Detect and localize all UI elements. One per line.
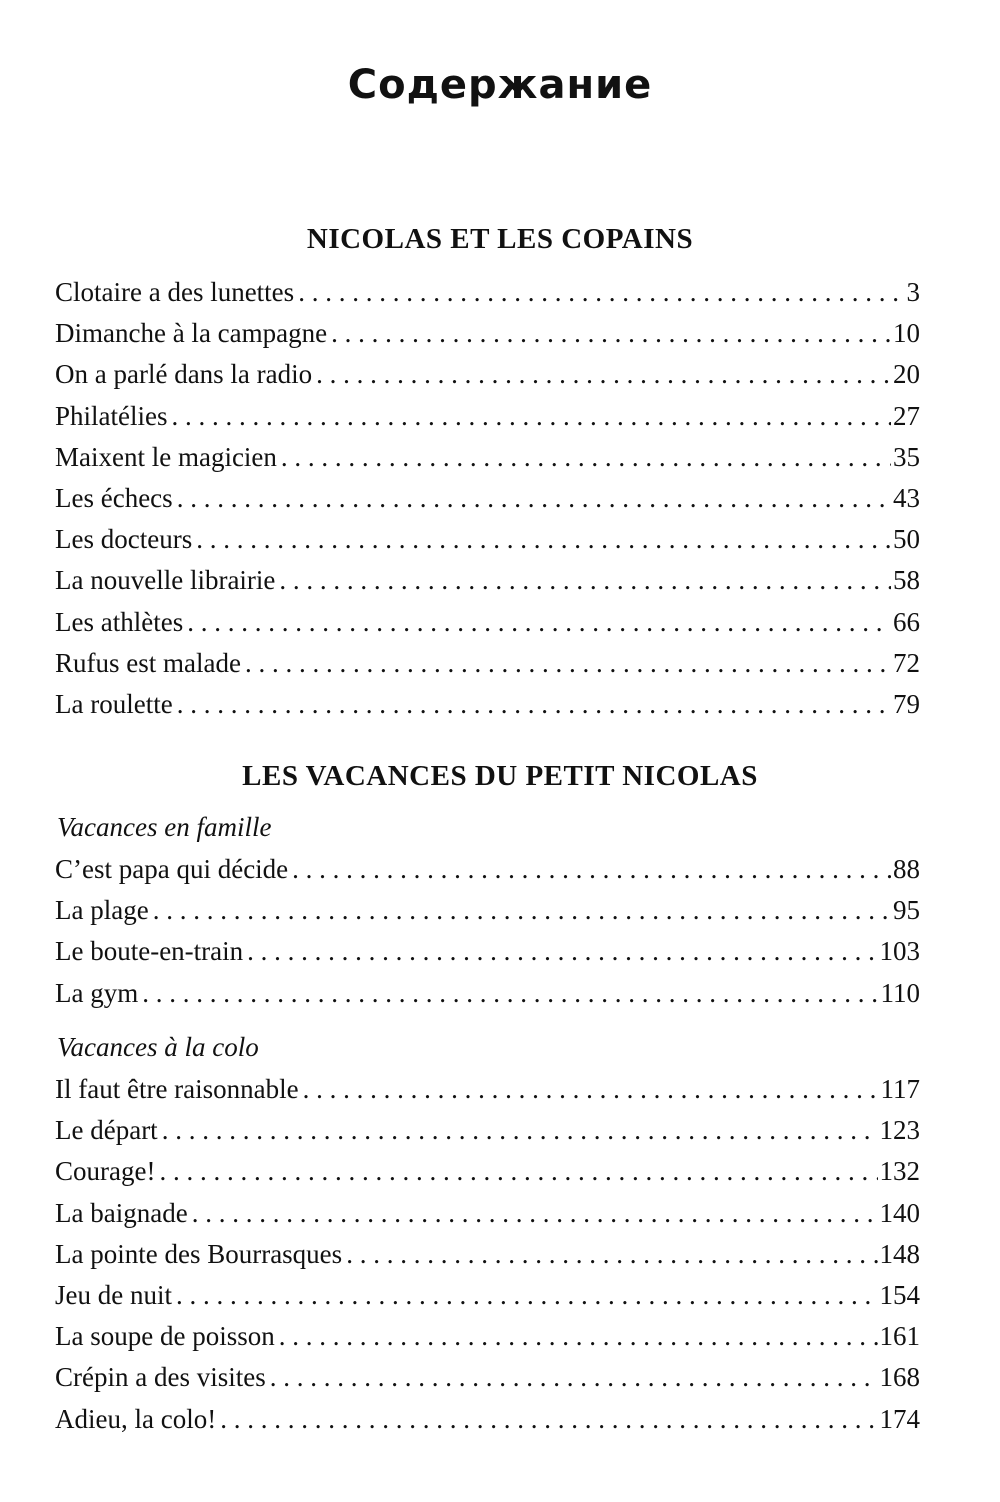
toc-entry[interactable] xyxy=(55,1399,920,1440)
entry-page-number: 66 xyxy=(893,606,920,637)
toc-entry[interactable] xyxy=(55,931,920,972)
subheading-colo: Vacances à la colo xyxy=(57,1032,259,1062)
toc-entry[interactable] xyxy=(55,602,920,643)
toc-entry[interactable] xyxy=(55,478,920,519)
entry-title: La nouvelle librairie xyxy=(55,565,276,596)
entry-title: Clotaire a des lunettes xyxy=(55,277,295,307)
section-heading-copains: NICOLAS ET LES COPAINS xyxy=(306,223,694,255)
entry-title: La soupe de poisson xyxy=(55,1321,275,1352)
entry-page-number: 27 xyxy=(893,400,920,431)
dot-leader xyxy=(153,890,891,931)
toc-list-famille xyxy=(55,849,920,1014)
entry-page-number: 154 xyxy=(879,1279,920,1310)
toc-entry[interactable] xyxy=(55,519,920,560)
entry-title: La roulette xyxy=(55,688,173,719)
toc-list-copains xyxy=(55,272,920,725)
entry-title: Rufus est malade xyxy=(55,647,241,678)
toc-entry[interactable] xyxy=(55,1069,920,1110)
entry-title: Le boute-en-train xyxy=(55,936,244,967)
toc-entry[interactable] xyxy=(55,1110,920,1151)
dot-leader xyxy=(171,396,891,437)
entry-title: Courage! xyxy=(55,1156,156,1187)
entry-title: Crépin a des visites xyxy=(55,1362,266,1393)
toc-entry[interactable] xyxy=(55,313,920,354)
entry-title: Le départ xyxy=(55,1115,158,1146)
dot-leader xyxy=(187,602,891,643)
dot-leader xyxy=(331,313,891,354)
entry-title: Les docteurs xyxy=(55,524,193,555)
dot-leader xyxy=(162,1110,878,1151)
dot-leader xyxy=(142,973,878,1014)
toc-entry[interactable] xyxy=(55,973,920,1014)
entry-title: Maixent le magicien xyxy=(55,441,277,472)
toc-entry[interactable] xyxy=(55,1234,920,1275)
page-title: Содержание xyxy=(347,62,653,108)
entry-title: Il faut être raisonnable xyxy=(55,1074,299,1104)
entry-page-number: 72 xyxy=(893,647,920,678)
dot-leader xyxy=(292,849,891,890)
toc-entry[interactable] xyxy=(55,437,920,478)
entry-title: La pointe des Bourrasques xyxy=(55,1238,343,1269)
dot-leader xyxy=(192,1193,878,1234)
subheading-famille: Vacances en famille xyxy=(57,812,272,842)
entry-page-number: 123 xyxy=(879,1115,920,1146)
dot-leader xyxy=(270,1357,878,1398)
dot-leader xyxy=(303,1069,879,1110)
section-heading-vacances: LES VACANCES DU PETIT NICOLAS xyxy=(242,760,758,792)
dot-leader xyxy=(177,478,891,519)
entry-title: Adieu, la colo! xyxy=(55,1403,217,1434)
entry-page-number: 88 xyxy=(893,854,920,884)
entry-page-number: 20 xyxy=(893,359,920,390)
toc-entry[interactable] xyxy=(55,396,920,437)
entry-page-number: 132 xyxy=(879,1156,920,1187)
toc-list-colo xyxy=(55,1069,920,1440)
entry-title: La baignade xyxy=(55,1197,188,1228)
dot-leader xyxy=(177,684,891,725)
entry-page-number: 168 xyxy=(879,1362,920,1393)
entry-title: C’est papa qui décide xyxy=(55,854,289,884)
dot-leader xyxy=(279,560,891,601)
entry-page-number: 140 xyxy=(879,1197,920,1228)
dot-leader xyxy=(196,519,891,560)
dot-leader xyxy=(245,643,891,684)
toc-entry[interactable] xyxy=(55,890,920,931)
entry-page-number: 79 xyxy=(893,688,920,719)
entry-page-number: 58 xyxy=(893,565,920,596)
toc-entry[interactable] xyxy=(55,1151,920,1192)
entry-title: La plage xyxy=(55,895,149,926)
toc-entry[interactable] xyxy=(55,1357,920,1398)
entry-page-number: 148 xyxy=(879,1238,920,1269)
dot-leader xyxy=(346,1234,877,1275)
entry-page-number: 10 xyxy=(893,318,920,349)
toc-entry[interactable] xyxy=(55,1193,920,1234)
dot-leader xyxy=(279,1316,878,1357)
entry-title: On a parlé dans la radio xyxy=(55,359,313,390)
dot-leader xyxy=(281,437,891,478)
toc-entry[interactable] xyxy=(55,1316,920,1357)
toc-entry[interactable] xyxy=(55,849,920,890)
entry-page-number: 43 xyxy=(893,482,920,513)
toc-entry[interactable] xyxy=(55,560,920,601)
entry-page-number: 3 xyxy=(906,277,920,307)
entry-page-number: 95 xyxy=(893,895,920,926)
entry-page-number: 161 xyxy=(879,1321,920,1352)
entry-page-number: 35 xyxy=(893,441,920,472)
entry-page-number: 50 xyxy=(893,524,920,555)
entry-page-number: 110 xyxy=(880,977,920,1008)
entry-title: Les échecs xyxy=(55,482,173,513)
toc-entry[interactable] xyxy=(55,272,920,313)
entry-title: Dimanche à la campagne xyxy=(55,318,328,349)
dot-leader xyxy=(159,1151,877,1192)
dot-leader xyxy=(220,1399,877,1440)
toc-entry[interactable] xyxy=(55,354,920,395)
entry-page-number: 103 xyxy=(879,936,920,967)
entry-title: Les athlètes xyxy=(55,606,184,637)
entry-page-number: 117 xyxy=(880,1074,920,1104)
entry-title: La gym xyxy=(55,977,139,1008)
toc-entry[interactable] xyxy=(55,1275,920,1316)
entry-title: Jeu de nuit xyxy=(55,1279,172,1310)
entry-page-number: 174 xyxy=(879,1403,920,1434)
dot-leader xyxy=(298,272,904,313)
entry-title: Philatélies xyxy=(55,400,168,431)
dot-leader xyxy=(316,354,891,395)
dot-leader xyxy=(247,931,877,972)
toc-entry[interactable] xyxy=(55,643,920,684)
toc-entry[interactable] xyxy=(55,684,920,725)
dot-leader xyxy=(176,1275,878,1316)
